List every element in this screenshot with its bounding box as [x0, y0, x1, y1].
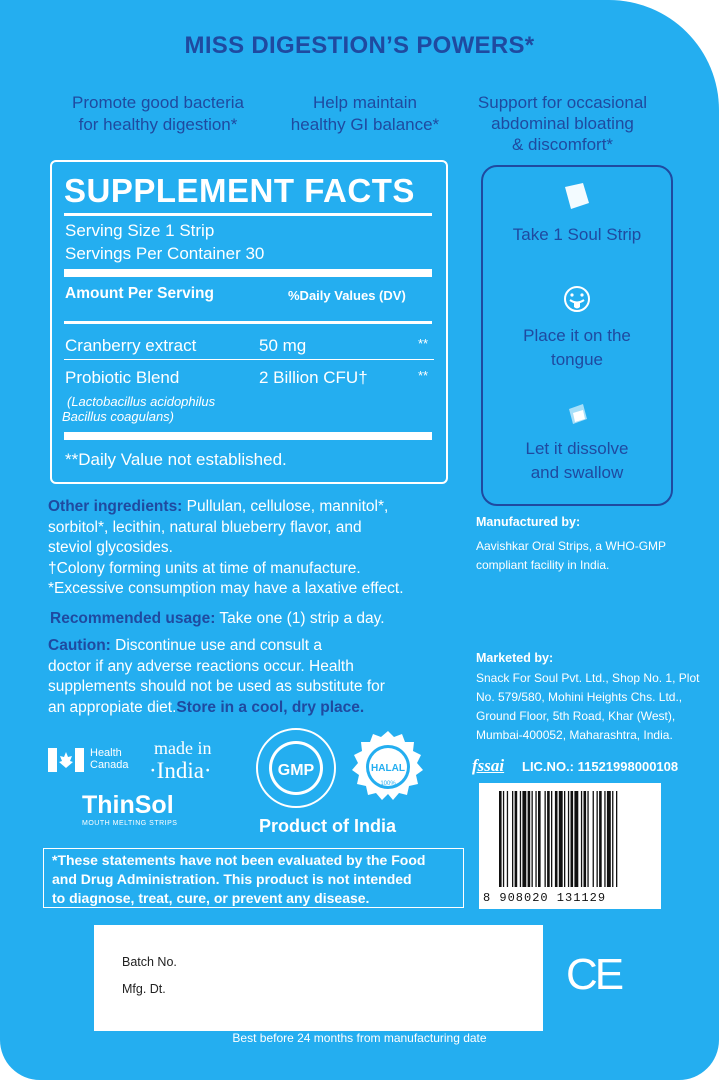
manufacturer-line: compliant facility in India.: [476, 558, 610, 572]
ingredient-name: Probiotic Blend: [65, 368, 180, 387]
barcode-bar: [574, 791, 578, 887]
india-text: ·India·: [149, 758, 212, 783]
benefit-line: for healthy digestion*: [78, 115, 238, 134]
gmp-text: GMP: [277, 762, 315, 779]
dissolve-icon: [563, 401, 591, 427]
barcode: [479, 783, 661, 909]
benefit-line: abdominal bloating: [491, 114, 634, 133]
barcode-bar: [503, 791, 504, 887]
barcode-bar: [607, 791, 611, 887]
mfg-date-label: Mfg. Dt.: [122, 982, 166, 996]
caution-label: Caution:: [48, 637, 111, 654]
step-take-strip: Take 1 Soul Strip: [512, 225, 642, 244]
barcode-bar: [597, 791, 598, 887]
barcode-bar: [587, 791, 588, 887]
divider: [64, 269, 432, 277]
marketer-line: Ground Floor, 5th Road, Khar (West),: [476, 709, 676, 723]
barcode-bar: [581, 791, 582, 887]
marketer-details: [476, 669, 699, 745]
amount-per-serving-header: Amount Per Serving: [65, 285, 214, 302]
marketer-line: Mumbai-400052, Maharashtra, India.: [476, 728, 673, 742]
barcode-bar: [547, 791, 550, 887]
ingredient-amount: 2 Billion CFU†: [259, 368, 368, 387]
disclaimer-line: to diagnose, treat, cure, or prevent any disease.: [52, 890, 370, 906]
benefit-line: Help maintain: [313, 93, 417, 112]
barcode-bar: [520, 791, 521, 887]
barcode-bar: [515, 791, 518, 887]
cfu-note: †Colony forming units at time of manufacture.: [48, 559, 361, 577]
ingredients-text: steviol glycosides.: [48, 539, 173, 556]
disclaimer-line: and Drug Administration. This product is not intended: [52, 871, 412, 887]
caution-text: supplements should not be used as substitute for: [48, 678, 385, 695]
barcode-bar: [559, 791, 563, 887]
divider: [64, 321, 432, 324]
serving-size: Serving Size 1 Strip: [65, 221, 215, 240]
disclaimer-line: *These statements have not been evaluated by the Food: [52, 852, 426, 868]
step-line: Let it dissolve: [525, 439, 629, 458]
health-canada-logo: [90, 747, 129, 771]
barcode-bar: [538, 791, 541, 887]
gmp-badge-icon: [255, 727, 337, 809]
supplement-facts-panel: [50, 160, 448, 484]
recommended-usage: [50, 609, 470, 630]
barcode-bar: [564, 791, 565, 887]
caution-text: doctor if any adverse reactions occur. Health: [48, 657, 354, 675]
caution-text: Discontinue use and consult a: [110, 637, 322, 654]
step-line: and swallow: [530, 463, 624, 482]
manufacturer-details: [476, 537, 666, 575]
thinsol-tagline: MOUTH MELTING STRIPS: [82, 820, 178, 827]
benefit-bloating: [455, 92, 670, 155]
servings-per-container: Servings Per Container 30: [65, 244, 265, 263]
batch-info-box: [94, 925, 543, 1031]
product-of-india: Product of India: [259, 816, 396, 836]
manufactured-by-label: Manufactured by:: [476, 515, 581, 529]
marketed-by-label: Marketed by:: [476, 651, 554, 665]
usage-text: Take one (1) strip a day.: [215, 610, 385, 627]
daily-value-header: %Daily Values (DV): [288, 288, 406, 303]
strip-icon: [561, 181, 591, 213]
benefit-line: Support for occasional: [477, 93, 648, 112]
barcode-bar: [522, 791, 526, 887]
ingredients-text: sorbitol*, lecithin, natural blueberry flavor, and: [48, 518, 362, 536]
barcode-bar: [568, 791, 569, 887]
best-before: Best before 24 months from manufacturing date: [232, 1031, 487, 1045]
storage-instruction: Store in a cool, dry place.: [176, 698, 365, 716]
benefit-gi-balance: [270, 92, 460, 136]
fssai-license: LIC.NO.: 11521998000108: [522, 759, 679, 774]
laxative-note: *Excessive consumption may have a laxative effect.: [48, 580, 404, 597]
barcode-bar: [599, 791, 602, 887]
barcode-bar: [555, 791, 558, 887]
barcode-bar: [535, 791, 536, 887]
batch-number-label: Batch No.: [122, 955, 177, 969]
step-line: Place it on the: [523, 326, 631, 345]
ingredient-name: Cranberry extract: [65, 336, 197, 355]
step-dissolve: [483, 437, 671, 485]
health-canada-text: Health: [90, 747, 122, 759]
ingredient-amount: 50 mg: [259, 336, 307, 355]
caution-text: an appropiate diet.: [48, 698, 177, 716]
health-canada-text: Canada: [90, 759, 129, 771]
barcode-digits: 8 908020 131129: [483, 891, 607, 905]
fssai-logo: fssai: [472, 756, 505, 775]
ingredients-label: Other ingredients:: [48, 498, 183, 515]
other-ingredients: [48, 497, 468, 600]
step-line: tongue: [551, 350, 603, 369]
barcode-bar: [499, 791, 502, 887]
halal-percent: 100%: [380, 781, 396, 787]
benefit-line: Promote good bacteria: [72, 93, 244, 112]
ingredients-text: Pullulan, cellulose, mannitol*,: [182, 498, 389, 515]
barcode-bar: [584, 791, 587, 887]
thinsol-logo: ThinSol: [82, 791, 174, 819]
canada-flag-icon: [48, 748, 84, 772]
divider: [64, 213, 432, 216]
halal-badge-icon: [349, 729, 427, 807]
usage-label: Recommended usage:: [50, 610, 216, 627]
marketer-line: No. 579/580, Mohini Heights Chs. Ltd.,: [476, 690, 683, 704]
ingredient-dv: **: [418, 368, 429, 383]
marketer-line: Snack For Soul Pvt. Ltd., Shop No. 1, Plot: [476, 671, 700, 685]
barcode-bar: [532, 791, 533, 887]
manufacturer-line: Aavishkar Oral Strips, a WHO-GMP: [476, 539, 667, 553]
barcode-bar: [551, 791, 552, 887]
page-title: MISS DIGESTION’S POWERS*: [184, 32, 535, 59]
fda-disclaimer: [43, 848, 464, 908]
step-place-tongue: [483, 324, 671, 372]
barcode-bar: [593, 791, 594, 887]
barcode-bar: [612, 791, 613, 887]
barcode-bar: [528, 791, 531, 887]
barcode-bar: [545, 791, 546, 887]
supplement-facts-title: SUPPLEMENT FACTS: [64, 172, 415, 209]
probiotic-strains: (Lactobacillus acidophilus: [67, 394, 216, 409]
barcode-bar: [512, 791, 513, 887]
benefit-line: & discomfort*: [511, 135, 614, 154]
divider: [64, 359, 434, 360]
barcode-bar: [507, 791, 508, 887]
barcode-bar: [616, 791, 617, 887]
divider: [64, 432, 432, 440]
halal-text: HALAL: [371, 763, 405, 774]
caution-block: [48, 636, 468, 718]
tongue-icon: [563, 285, 591, 313]
probiotic-strains: Bacillus coagulans): [62, 409, 175, 424]
usage-steps-panel: [481, 165, 673, 506]
benefit-line: healthy GI balance*: [290, 115, 440, 134]
barcode-bar: [604, 791, 605, 887]
ingredient-dv: **: [418, 336, 429, 351]
made-in-text: made in: [154, 738, 212, 758]
daily-value-footnote: **Daily Value not established.: [65, 450, 287, 469]
benefit-digestion: [48, 92, 268, 136]
barcode-bar: [571, 791, 574, 887]
ce-mark: CE: [566, 950, 622, 999]
